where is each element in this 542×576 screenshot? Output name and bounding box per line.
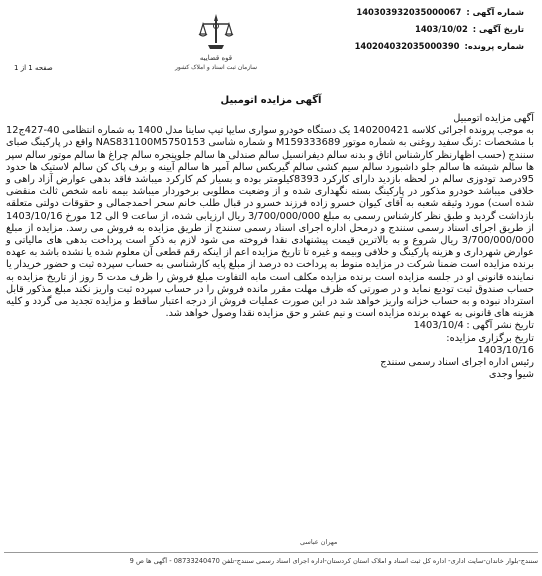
judiciary-emblem-icon — [198, 12, 234, 52]
sub-org-name: سازمان ثبت اسناد و املاک کشور — [174, 64, 258, 71]
case-number-row — [262, 38, 524, 55]
ad-date-row — [262, 21, 524, 38]
document-title: آگهی مزایده اتومبیل — [220, 95, 322, 106]
case-number-label: شماره پرونده: — [464, 41, 524, 51]
org-name: قوه قضاییه — [199, 54, 233, 62]
footer-address: سنندج-بلوار خاندان-سایت اداری- اداره کل ثبت اسناد و املاک استان کردستان-اداره اجرای اسناد رسمی سنندج-تلفن 08733240470 - آگهی ها ص 9 — [129, 557, 538, 565]
body-main-text: به موجب پرونده اجرائی کلاسه 140200421 یک دستگاه خودرو سواری سایپا تیپ ساینا مدل 1400 به شماره انتظامی 40-427ج12 با مشخصات :رنگ سفید روغنی به شماره موتور M15‌9333689 و شماره شاسی NAS831100M5750153 واقع در پارکینگ صبای سنندج (حسب اظهارنظر کارشناس اتاق و بدنه سالم دیفرانسیل سالم صندلی ها سالم جلوپنجره سالم چراغ ها سالم موتور سالم سپر ها سالم شیشه ها سالم جلو داشبورد سالم سیم کشی سالم گیربکس سالم آمپر ها سالم آیینه و برف پاک کن سالم لاستیک ها حدود 95درصد تودوزی سالم در لحظه بازدید دارای کارکرد 8393کیلومتر بوده و بسیار کم کارکرد میباشد فاقد بدهی عوارض آزاد راهی و خلافی میباشد خودرو مذکور در پارکینگ بسته نگهداری شده و از وضعیت مطلوبی برخوردار میباشد بیمه نامه شخص ثالث منقضی شده است) مورد وثیقه شعبه به آقای کیوان خسرو زاده فرزند خسرو در قبال طلب خانم سحر احمدجمالی و حقوقات دولتی متعلقه بازداشت گردید و طبق نظر کارشناس رسمی به مبلغ 3/700/000/000 ریال ارزیابی شده، از ساعت 9 الی 12 مورخ 1403/10/16 از طریق اجرای اسناد رسمی سنندج و درمحل اداره اجرای اسناد رسمی سنندج از طریق مزایده به فروش می رسد. مزایده از مبلغ 3/700/000/000 ریال شروع و به بالاترین قیمت پیشنهادی نقدا فروخته می شود لازم به ذکر است پرداخت بدهی های مالیاتی و عوارض شهرداری و هزینه پارکینگ و خلافی وبیمه و غیره تا تاریخ مزایده اعم از اینکه رقم قطعی آن معلوم شده یا نشده باشد به عهده برنده مزایده است ضمنا شرکت در مزایده منوط به پرداخت ده درصد از مبلغ پایه کارشناسی به حساب سپرده ثبت و حضور خریدار یا نماینده قانونی او در جلسه مزایده است برنده مزایده مکلف است مابه التفاوت مبلغ فروش را ظرف مدت 5 روز از تاریخ مزایده به حساب صندوق ثبت تودیع نماید و در صورتی که ظرف مهلت مقرر مانده فروش را در حساب سپرده ثبت واریز نکند مبلغ مذکور قابل استرداد نبوده و به حساب خزانه واریز خواهد شد در این صورت عملیات فروش از درجه اعتبار ساقط و مزایده تجدید می گردد و کلیه هزینه های قانونی به عهده برنده مزایده است و نیم عشر و حق مزایده نقدا وصول خواهد شد. — [6, 125, 535, 320]
document-body — [6, 113, 534, 381]
case-number: 140204032035000390 — [354, 41, 460, 51]
ad-number-row — [262, 4, 524, 21]
auction-date-label: تاریخ برگزاری مزایده: — [446, 332, 534, 344]
signatory-name: شیوا وجدی — [488, 369, 534, 381]
ad-meta — [262, 4, 524, 55]
body-intro: آگهی مزایده اتومبیل — [453, 113, 534, 124]
ad-number-label: شماره آگهی : — [466, 7, 524, 17]
page-number: صفحه 1 از 1 — [14, 64, 53, 72]
seal-text: مهران عباسی — [300, 538, 338, 546]
signatory-title: رئیس اداره اجرای اسناد رسمی سنندج — [380, 357, 534, 369]
ad-number: 140303932035000067 — [356, 7, 462, 17]
judiciary-logo — [168, 12, 264, 84]
footer-divider — [4, 552, 538, 553]
ad-date: 1403/10/02 — [415, 24, 468, 34]
ad-date-label: تاریخ آگهی : — [472, 24, 524, 34]
publish-date: تاریخ نشر آگهی : 1403/10/4 — [413, 320, 534, 332]
auction-date: 1403/10/16 — [477, 344, 534, 356]
